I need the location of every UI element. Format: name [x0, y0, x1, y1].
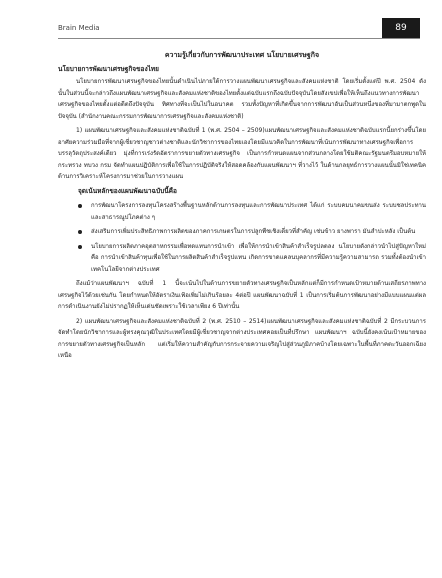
bullet-item: [78, 241, 426, 276]
page-title: ความรู้เกี่ยวกับการพัฒนาประเทศ นโยบายเศรษฐกิจ: [164, 51, 320, 59]
paragraph-plan-2: 2) แผนพัฒนาเศรษฐกิจและสังคมแห่งชาติฉบับที่ 2 (พ.ศ. 2510 – 2514)แผนพัฒนาเศรษฐกิจและสังคมแห่งชาติฉบับที่ 2 มีกระบวนการจัดทำโดยนักวิชาการและผู้ทรงคุณวุฒิในประเทศโดยมีผู้เชี่ยวชาญจากต่างประเทศคอยเป็นที่ปรึกษา แผนพัฒนาฯ ฉบับนี้ยังคงเน้นเป้าหมายของการขยายตัวทางเศรษฐกิจเป็นหลัก แต่เริ่มให้ความสำคัญกับการกระจายความเจริญไปสู่ส่วนภูมิภาคบ้างโดยเฉพาะในพื้นที่ภาคตะวันออกเฉียงเหนือ: [58, 317, 426, 359]
page-header: [58, 22, 420, 39]
page-content: [58, 50, 426, 365]
page-number: 89: [382, 18, 420, 38]
bullet-icon: [78, 204, 82, 208]
paragraph-plan-1: 1) แผนพัฒนาเศรษฐกิจและสังคมแห่งชาติฉบับที่ 1 (พ.ศ. 2504 – 2509)แผนพัฒนาเศรษฐกิจและสังคมแห่งชาติฉบับแรกนี้ยกร่างขึ้นโดยอาศัยความร่วมมือที่จากผู้เชี่ยวชาญชาวต่างชาติและนักวิชาการของไทยเองโดยมีแนวคิดในการพัฒนาที่เน้นการพัฒนาทางเศรษฐกิจเพื่อการบรรลุวัตถุประสงค์เดียว มุ่งที่การเร่งรัดอัตราการขยายตัวทางเศรษฐกิจ เป็นการกำหนดแผนจากส่วนกลางโดยใช้มติคณะรัฐมนตรีมอบหมายให้กระทรวง ทบวง กรม จัดทำแผนปฏิบัติการเพื่อใช้ในการปฏิบัติจริงให้สอดคล้องกับแผนพัฒนาฯ ที่วางไว้ ในด้านกลยุทธ์การวางแผนนั้นมิใช่เทคนิคด้านการวิเคราะห์โครงการมาช่วยในการวางแผน: [58, 127, 426, 180]
bullet-icon: [78, 230, 82, 234]
section-heading: จุดเน้นหลักของแผนพัฒนาฉบับนี้คือ: [78, 186, 177, 195]
section-subtitle: นโยบายการพัฒนาเศรษฐกิจของไทย: [58, 64, 159, 73]
bullet-item: [78, 226, 426, 238]
bullet-list: [58, 200, 426, 275]
paragraph-summary: ถึงแม้ว่าแผนพัฒนาฯ ฉบับที่ 1 นี้จะเน้นไปในด้านการขยายตัวทางเศรษฐกิจเป็นหลักแต่ก็มีการกำหนดเป้าหมายด้านเสถียรภาพทางเศรษฐกิจไว้ด้วยเช่นกัน โดยกำหนดให้อัตราเงินเฟ้อเพิ่มไม่เกินร้อยละ 4ต่อปี แผนพัฒนาฉบับที่ 1 เป็นการเริ่มต้นการพัฒนาอย่างมีแบบแผนแต่ผลการดำเนินงานยังไม่ปรากฏให้เห็นเด่นชัดเพราะใช้เวลาเพียง 6 ปีเท่านั้น: [58, 280, 426, 310]
brand-label: Brain Media: [58, 24, 100, 32]
bullet-text: ส่งเสริมการเพิ่มประสิทธิภาพการผลิตของภาคการเกษตรในการปลูกพืชเชิงเดี่ยวที่สำคัญ เช่นข้าว ยางพารา มันสำปะหลัง เป็นต้น: [91, 228, 416, 235]
bullet-text: การพัฒนาโครงการลงทุนโครงสร้างพื้นฐานหลักด้านการลงทุนและการพัฒนาประเทศ ได้แก่ ระบบคมนาคมขนส่ง ระบบชลประทาน และสาธารณูปโภคต่าง ๆ: [91, 202, 426, 221]
paragraph-intro: นโยบายการพัฒนาเศรษฐกิจของไทยนั้นดำเนินไปภายใต้การวางแผนพัฒนาเศรษฐกิจและสังคมแห่งชาติ โดยเริ่มตั้งแต่ปี พ.ศ. 2504 ดังนั้นในส่วนนี้จะกล่าวถึงแผนพัฒนาเศรษฐกิจและสังคมแห่งชาติของไทยตั้งแต่ฉบับแรกถึงฉบับปัจจุบันโดยสังเขปเพื่อให้เห็นถึงแนวทางการพัฒนาเศรษฐกิจของไทยตั้งแต่อดีตถึงปัจจุบัน ทิศทางที่จะเป็นไปในอนาคต รวมทั้งปัญหาที่เกิดขึ้นจากการพัฒนาอันเป็นส่วนหนึ่งของที่มามาตกพูดในปัจจุบัน (สำนักงานคณะกรรมการพัฒนาการเศรษฐกิจและสังคมแห่งชาติ): [58, 78, 426, 120]
bullet-item: [78, 200, 426, 223]
bullet-text: นโยบายการผลิตภาคอุตสาหกรรมเพื่อทดแทนการนำเข้า เพื่อให้การนำเข้าสินค้าสำเร็จรูปลดลง นโยบายดังกล่าวนำไปสู่ปัญหาใหม่คือ การนำเข้าสินค้าทุนเพื่อใช้ในการผลิตสินค้าสำเร็จรูปแทน เกิดการขาดแคลนบุคลากรที่มีความรู้ความสามารถ รวมทั้งต้องนำเข้าเทคโนโลยีจากต่างประเทศ: [91, 242, 426, 273]
bullet-icon: [78, 245, 82, 249]
